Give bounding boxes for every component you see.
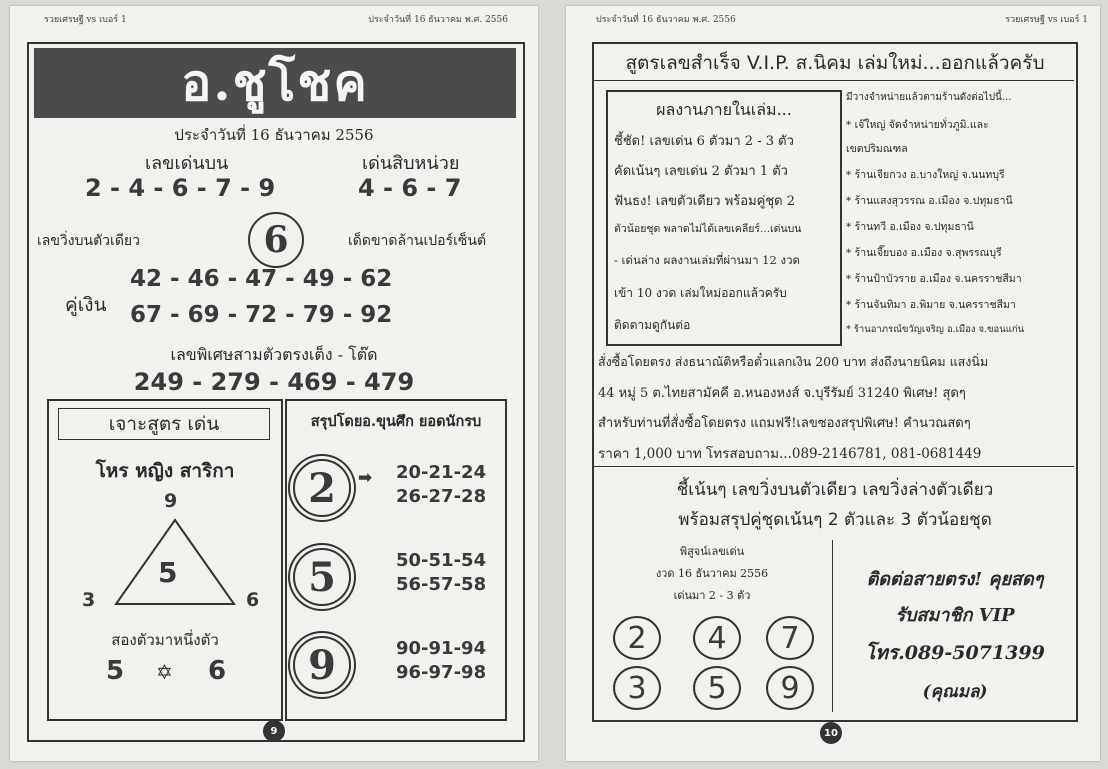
order-line: 44 หมู่ 5 ต.ไทยสามัคคี อ.หนองหงส์ จ.บุรีรัมย์ 31240 พิเศษ! สุดๆ xyxy=(598,386,966,401)
contact-line-2: รับสมาชิก VIP xyxy=(895,605,1015,626)
title-divider xyxy=(594,80,1074,81)
proof-divider xyxy=(832,540,833,712)
results-title: ผลงานภายในเล่ม... xyxy=(656,100,792,119)
promo-line-2: พร้อมสรุปคู่ชุดเน้นๆ 2 ตัวและ 3 ตัวน้อยชุด xyxy=(678,510,992,530)
right-header-title: รวยเศรษฐี vs เบอร์ 1 xyxy=(1005,15,1088,25)
triangle-top: 9 xyxy=(164,490,178,512)
pairs-label: คู่เงิน xyxy=(65,294,107,316)
left-header-title: รวยเศรษฐี vs เบอร์ 1 xyxy=(44,15,127,25)
results-line: ฟันธง! เลขตัวเดียว พร้อมคู่ชุด 2 xyxy=(614,194,795,209)
single-digit-circle: 6 xyxy=(248,212,304,268)
proof-digit-circle: 7 xyxy=(766,616,814,660)
sure-label: เด็ดขาดล้านเปอร์เซ็นต์ xyxy=(348,233,487,249)
proof-note: เด่นมา 2 - 3 ตัว xyxy=(673,589,751,602)
shop-item: * เจ๊ใหญ่ จัดจำหน่ายทั่วภูมิ.และ xyxy=(846,119,989,131)
right-page-number: 10 xyxy=(820,722,842,744)
single-label: เลขวิ่งบนตัวเดียว xyxy=(37,233,140,249)
summary-digit-circle: 2 xyxy=(293,459,351,517)
contact-line-1: ติดต่อสายตรง! คุยสดๆ xyxy=(866,569,1044,590)
results-line: - เด่นล่าง ผลงานเล่มที่ผ่านมา 12 งวด xyxy=(614,253,801,267)
banner-title: อ.ชูโชค xyxy=(34,48,516,118)
shop-item: * ร้านเจียกวง อ.บางใหญ่ จ.นนทบุรี xyxy=(846,169,1005,181)
shop-item: * ร้านแสงสุวรรณ อ.เมือง จ.ปทุมธานี xyxy=(846,195,1013,207)
proof-digit-circle: 9 xyxy=(766,666,814,710)
summary-line: 26-27-28 xyxy=(396,486,487,507)
left-header-date: ประจำวันที่ 16 ธันวาคม พ.ศ. 2556 xyxy=(368,15,508,25)
proof-title: พิสูจน์เลขเด่น xyxy=(679,545,745,558)
formula-title: เจาะสูตร เด่น xyxy=(58,408,270,440)
triangle-center: 5 xyxy=(158,556,178,589)
summary-digit-circle: 9 xyxy=(293,636,351,694)
results-line: ชี้ชัด! เลขเด่น 6 ตัวมา 2 - 3 ตัว xyxy=(614,134,794,149)
summary-line: 20-21-24 xyxy=(396,462,487,483)
promo-line-1: ชี้เน้นๆ เลขวิ่งบนตัวเดียว เลขวิ่งล่างตัวเดียว xyxy=(676,480,994,500)
summary-line: 96-97-98 xyxy=(396,662,487,683)
tens-label: เด่นสิบหน่วย xyxy=(362,153,460,174)
proof-digit-circle: 5 xyxy=(693,666,741,710)
results-line: คัดเน้นๆ เลขเด่น 2 ตัวมา 1 ตัว xyxy=(614,164,788,179)
tens-numbers: 4 - 6 - 7 xyxy=(358,174,462,202)
proof-digit-circle: 3 xyxy=(613,666,661,710)
date-line: ประจำวันที่ 16 ธันวาคม 2556 xyxy=(174,126,374,144)
special-label: เลขพิเศษสามตัวตรงเต็ง - โต๊ด xyxy=(170,345,378,364)
top-label: เลขเด่นบน xyxy=(145,153,229,174)
star-icon: ✡ xyxy=(156,660,173,684)
right-title: สูตรเลขสำเร็จ V.I.P. ส.นิคม เล่มใหม่...ออกแล้วครับ xyxy=(625,52,1045,74)
results-line: ติดตามดูกันต่อ xyxy=(614,318,691,332)
results-line: เข้า 10 งวด เล่มใหม่ออกแล้วครับ xyxy=(614,286,787,300)
order-line: สั่งซื้อโดยตรง ส่งธนาณัติหรือตั๋วแลกเงิน 200 บาท ส่งถึงนายนิคม แสงนิ่ม xyxy=(598,354,989,369)
two-right: 6 xyxy=(208,656,227,686)
shop-item: * ร้านอาภรณ์ขวัญเจริญ อ.เมือง จ.ขอนแก่น xyxy=(846,324,1025,335)
order-divider xyxy=(594,466,1074,467)
arrow-icon: ➡ xyxy=(358,468,373,488)
pairs-row-1: 42 - 46 - 47 - 49 - 62 xyxy=(130,266,393,292)
summary-digit-circle: 5 xyxy=(293,548,351,606)
special-numbers: 249 - 279 - 469 - 479 xyxy=(133,368,415,396)
triangle-left: 3 xyxy=(82,589,96,611)
shop-item: * ร้านจันทิมา อ.พิมาย จ.นครราชสีมา xyxy=(846,299,1016,311)
order-line: สำหรับท่านที่สั่งซื้อโดยตรง แถมฟรี!เลขซองสรุปพิเศษ! คำนวณสดๆ xyxy=(598,416,971,431)
summary-line: 50-51-54 xyxy=(396,550,487,571)
left-page xyxy=(10,6,538,761)
proof-date: งวด 16 ธันวาคม 2556 xyxy=(655,567,769,580)
shop-item: * ร้านเจี๊ยบอง อ.เมือง จ.สุพรรณบุรี xyxy=(846,247,1002,259)
contact-phone: โทร.089-5071399 xyxy=(865,642,1045,664)
contact-name: (คุณมล) xyxy=(922,682,988,702)
left-page-number: 9 xyxy=(263,720,285,742)
formula-names: โหร หญิง สาริกา xyxy=(95,460,235,482)
results-line: ตัวน้อยชุด พลาดไม่ได้เลขเคลียร์...เด่นบน xyxy=(614,223,802,235)
order-line: ราคา 1,000 บาท โทรสอบถาม...089-2146781, 081-0681449 xyxy=(598,446,982,462)
summary-line: 90-91-94 xyxy=(396,638,487,659)
right-page xyxy=(566,6,1100,761)
summary-title: สรุปโดยอ.ขุนศึก ยอดนักรบ xyxy=(310,413,482,430)
top-numbers: 2 - 4 - 6 - 7 - 9 xyxy=(85,174,276,202)
shop-item: * ร้านป้าบัวราย อ.เมือง จ.นครราชสีมา xyxy=(846,273,1022,285)
summary-line: 56-57-58 xyxy=(396,574,487,595)
proof-digit-circle: 2 xyxy=(613,616,661,660)
two-label: สองตัวมาหนึ่งตัว xyxy=(111,631,219,649)
shops-intro: มีวางจำหน่ายแล้วตามร้านดังต่อไปนี้... xyxy=(846,92,1012,103)
shop-item: * ร้านทวี อ.เมือง จ.ปทุมธานี xyxy=(846,221,974,233)
right-header-date: ประจำวันที่ 16 ธันวาคม พ.ศ. 2556 xyxy=(596,15,736,25)
shop-item: เขตปริมณฑล xyxy=(846,143,908,155)
results-box xyxy=(606,90,842,346)
two-left: 5 xyxy=(106,656,125,686)
pairs-row-2: 67 - 69 - 72 - 79 - 92 xyxy=(130,302,393,328)
proof-digit-circle: 4 xyxy=(693,616,741,660)
triangle-right: 6 xyxy=(246,589,260,611)
